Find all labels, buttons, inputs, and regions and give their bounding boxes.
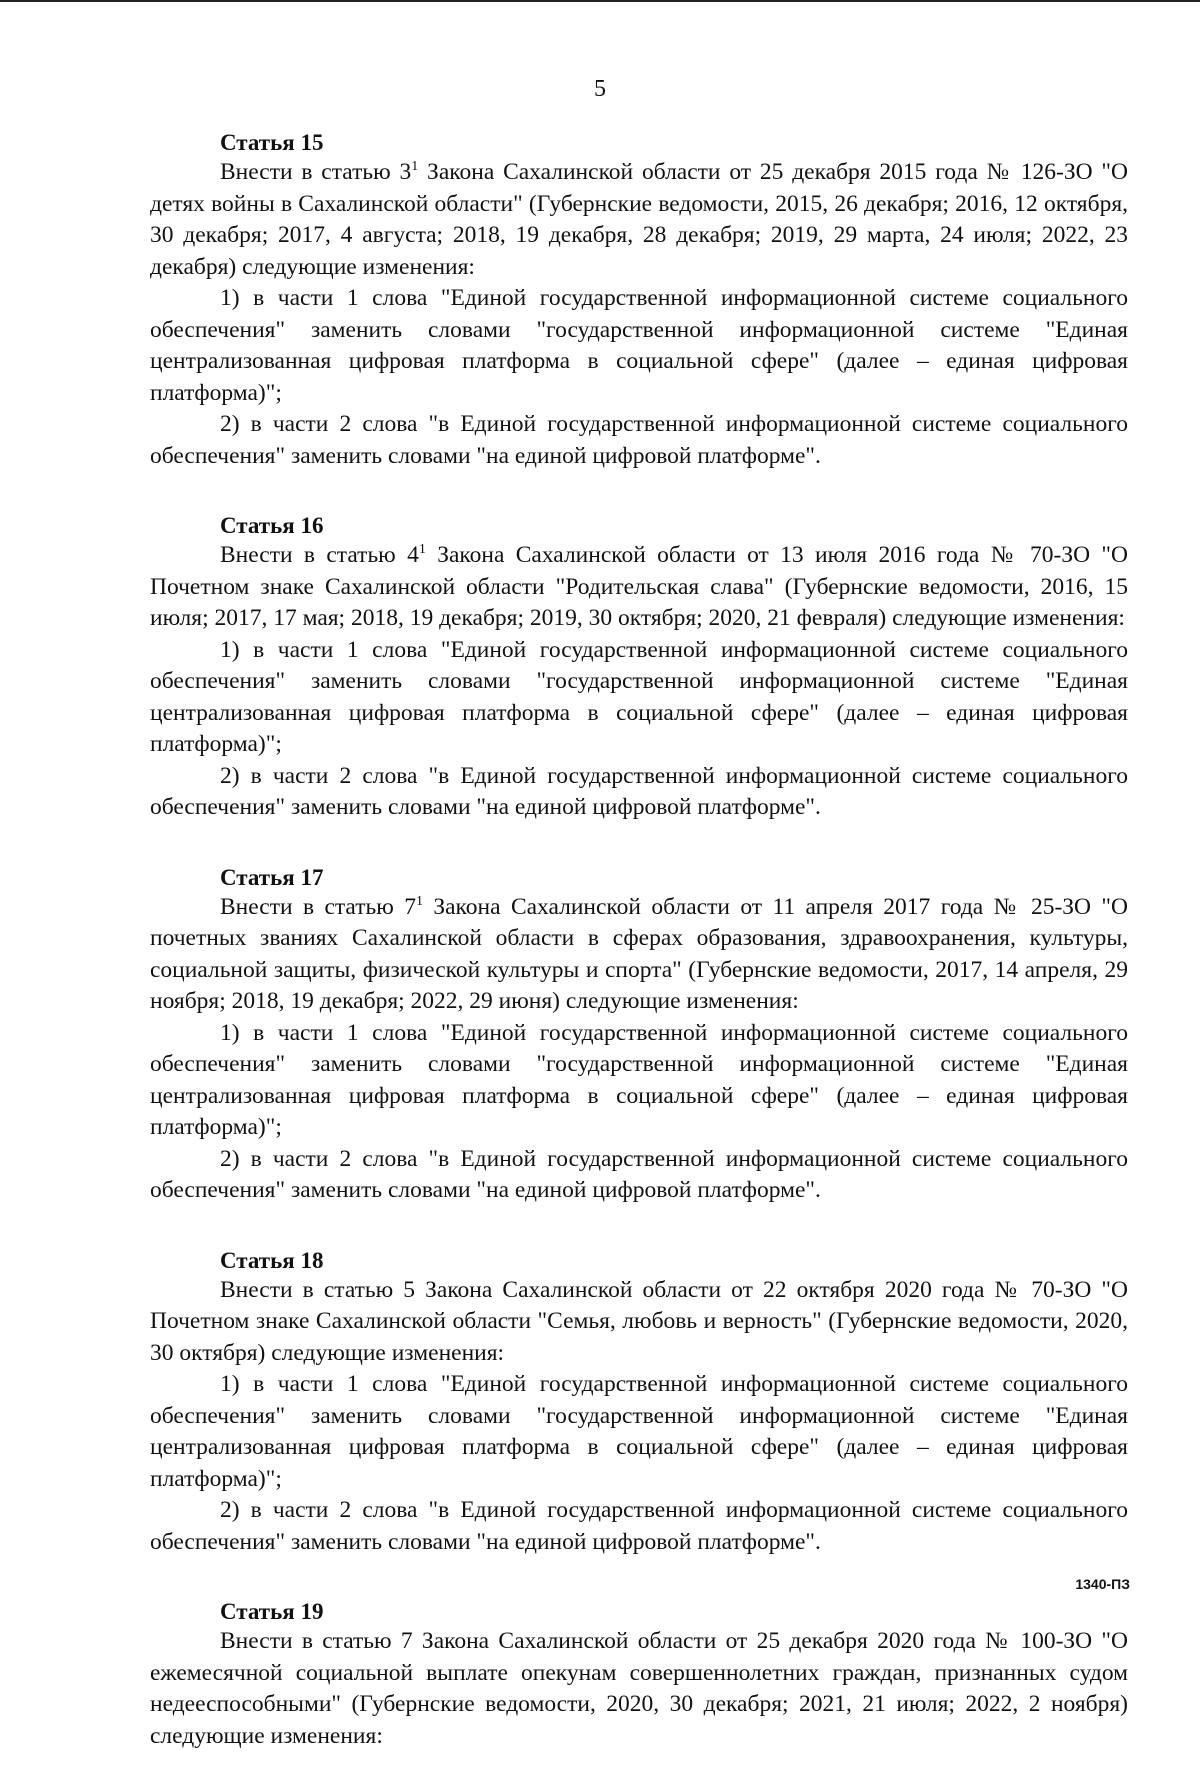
amendment-item-1: 1) в части 1 слова "Единой государственной информационной системе социального обеспечения" заменить словами "государственной информационной системе "Единая централизованная цифровая платформа в социальной сфере" (далее – единая цифровая платформа)"; <box>150 285 1128 406</box>
article-title: Статья 15 <box>220 130 324 155</box>
article-15 <box>150 128 1128 472</box>
article-title: Статья 18 <box>220 1247 324 1273</box>
amendment-item-2: 2) в части 2 слова "в Единой государственной информационной системе социального обеспечения" заменить словами "на единой цифровой платформе". <box>150 762 1128 820</box>
scan-border-line <box>0 0 1200 2</box>
article-title: Статья 17 <box>220 864 324 890</box>
article-17 <box>150 863 1128 1207</box>
document-body <box>150 128 1128 1791</box>
page-number: 5 <box>594 76 606 102</box>
article-16 <box>150 511 1128 824</box>
article-intro: Внести в статью $4^1$ Закона Сахалинской области от 13 июля 2016 года № 70-ЗО "О Почетном знаке Сахалинской области "Родительская слава" (Губернские ведомости, 2016, 15 июля; 2017, 17 мая; 2018, 19 декабря; 2019, 30 октября; 2020, 21 февраля) следующие изменения: <box>150 542 1128 631</box>
amendment-item-1: 1) в части 1 слова "Единой государственной информационной системе социального обеспечения" заменить словами "государственной информационной системе "Единая централизованная цифровая платформа в социальной сфере" (далее – единая цифровая платформа)"; <box>150 1019 1128 1140</box>
amendment-item-1: 1) в части 1 слова "Единой государственной информационной системе социального обеспечения" заменить словами "государственной информационной системе "Единая централизованная цифровая платформа в социальной сфере" (далее – единая цифровая платформа)"; <box>150 636 1128 757</box>
article-intro: Внести в статью $3^1$ Закона Сахалинской области от 25 декабря 2015 года № 126-ЗО "О детях войны в Сахалинской области" (Губернские ведомости, 2015, 26 декабря; 2016, 12 октября, 30 декабря; 2017, 4 августа; 2018, 19 декабря, 28 декабря; 2019, 29 марта, 24 июля; 2022, 23 декабря) следующие изменения: <box>150 159 1128 280</box>
amendment-item-2: 2) в части 2 слова "в Единой государственной информационной системе социального обеспечения" заменить словами "на единой цифровой платформе". <box>150 1497 1128 1555</box>
article-18 <box>150 1246 1128 1559</box>
article-intro: Внести в статью 5 Закона Сахалинской области от 22 октября 2020 года № 70-ЗО "О Почетном знаке Сахалинской области "Семья, любовь и верность" (Губернские ведомости, 2020, 30 октября) следующие изменения: <box>150 1276 1128 1366</box>
amendment-item-2: 2) в части 2 слова "в Единой государственной информационной системе социального обеспечения" заменить словами "на единой цифровой платформе". <box>150 411 1128 469</box>
document-code: 1340-ПЗ <box>1075 1576 1130 1592</box>
article-title: Статья 19 <box>220 1599 324 1624</box>
amendment-item-1: 1) в части 1 слова "Единой государственной информационной системе социального обеспечения" заменить словами "государственной информационной системе "Единая централизованная цифровая платформа в социальной сфере" (далее – единая цифровая платформа)"; <box>150 1371 1128 1492</box>
article-title: Статья 16 <box>220 513 324 538</box>
article-19 <box>150 1597 1128 1752</box>
article-intro: Внести в статью $7^1$ Закона Сахалинской области от 11 апреля 2017 года № 25-ЗО "О почетных званиях Сахалинской области в сферах образования, здравоохранения, культуры, социальной защиты, физической культуры и спорта" (Губернские ведомости, 2017, 14 апреля, 29 ноября; 2018, 19 декабря; 2022, 29 июня) следующие изменения: <box>150 893 1128 1014</box>
amendment-item-2: 2) в части 2 слова "в Единой государственной информационной системе социального обеспечения" заменить словами "на единой цифровой платформе". <box>150 1145 1128 1203</box>
article-intro: Внести в статью 7 Закона Сахалинской области от 25 декабря 2020 года № 100-ЗО "О ежемесячной социальной выплате опекунам совершеннолетних граждан, признанных судом недееспособными" (Губернские ведомости, 2020, 30 декабря; 2021, 21 июля; 2022, 2 ноября) следующие изменения: <box>150 1628 1128 1749</box>
